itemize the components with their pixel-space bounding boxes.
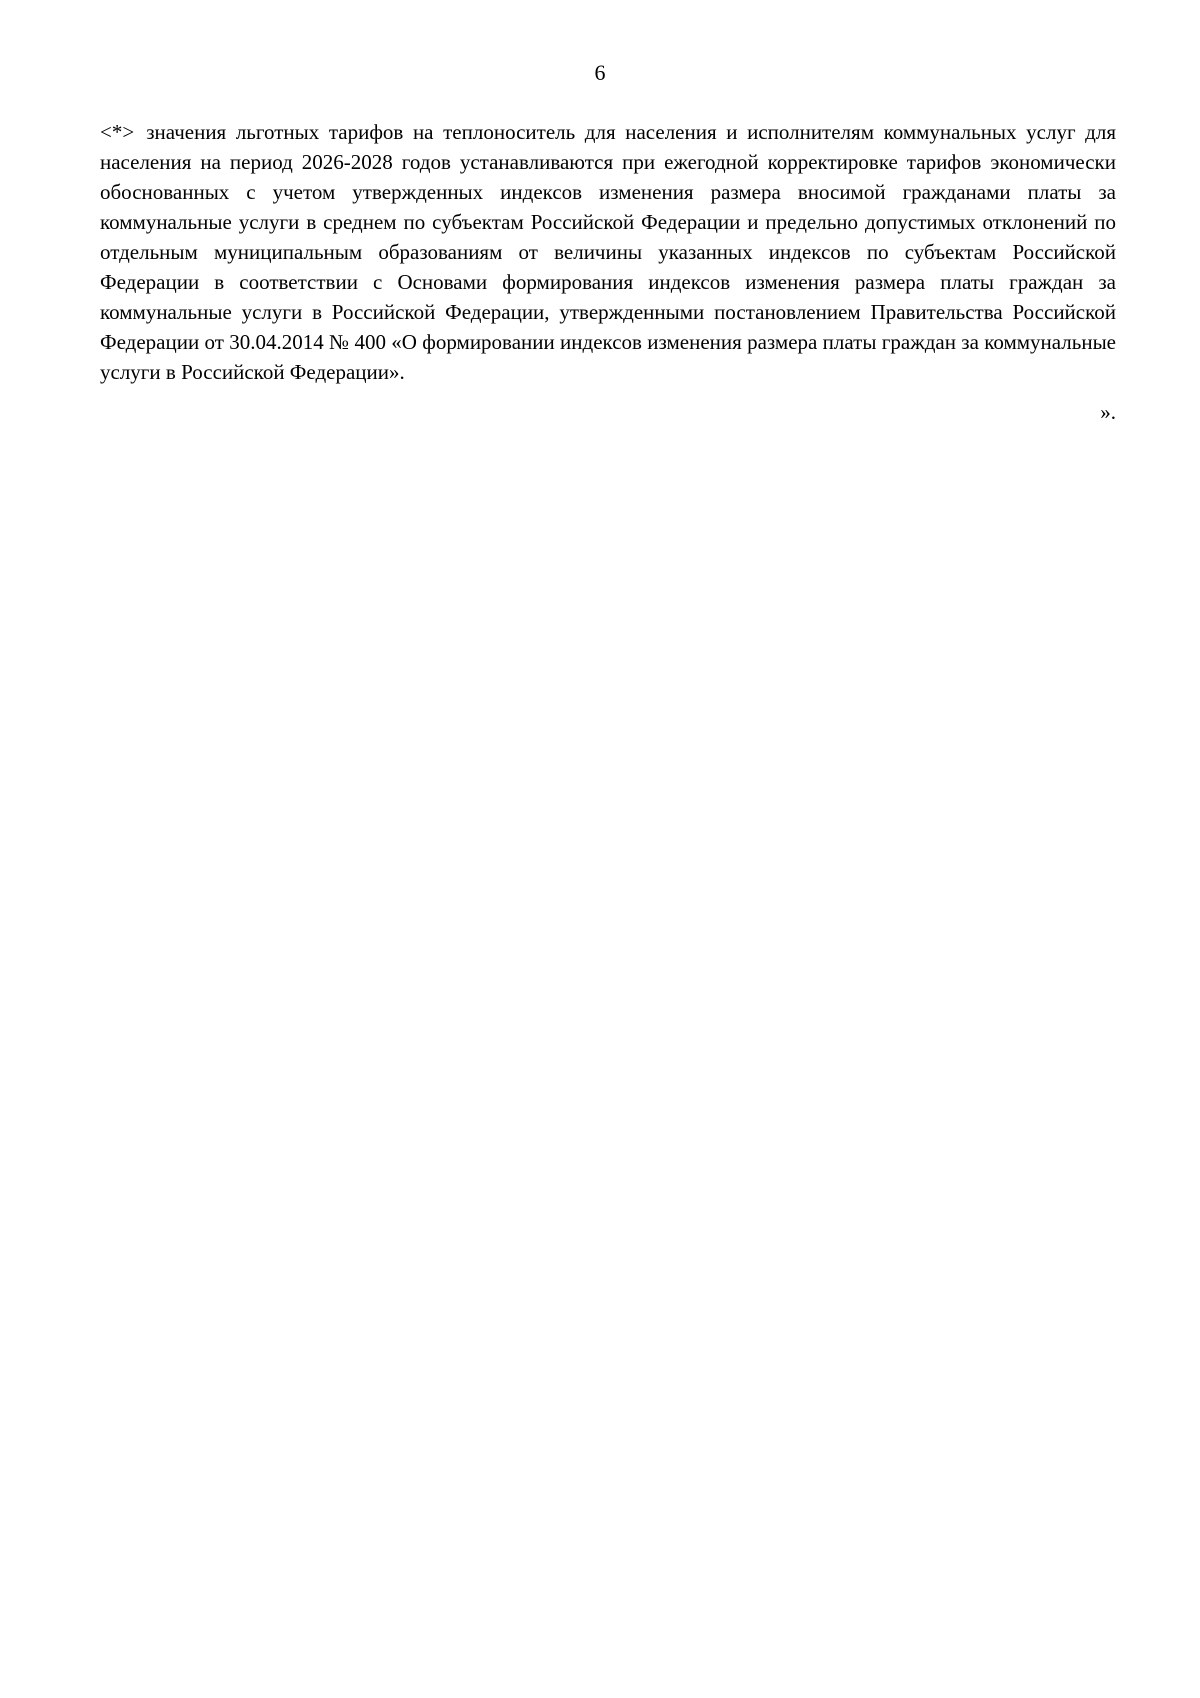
page-number: 6 [594, 60, 606, 85]
footnote-text: значения льготных тарифов на теплоноситель для населения и исполнителям коммунальных услуг для населения на период 2026-2028 годов устанавливаются при ежегодной корректировке тарифов экономически обоснованных с учетом утвержденных индексов изменения размера вносимой гражданами платы за коммунальные услуги в среднем по субъектам Российской Федерации и предельно допустимых отклонений по отдельным муниципальным образованиям от величины указанных индексов по субъектам Российской Федерации в соответствии с Основами формирования индексов изменения размера платы граждан за коммунальные услуги в Российской Федерации, утвержденными постановлением Правительства Российской Федерации от 30.04.2014 № 400 «О формировании индексов изменения размера платы граждан за коммунальные услуги в Российской Федерации». [100, 120, 1116, 384]
footnote-paragraph [100, 117, 1116, 387]
footnote-marker: <*> [100, 120, 135, 144]
closing-quote: ». [1100, 400, 1116, 424]
